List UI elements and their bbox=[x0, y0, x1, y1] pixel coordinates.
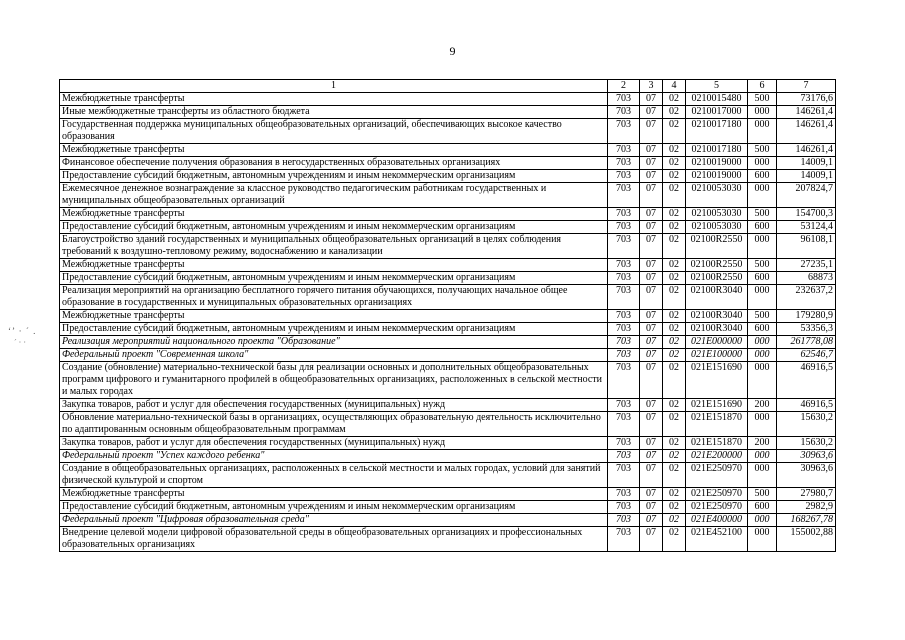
margin-scan-mark-secondary: ´ · · bbox=[14, 338, 26, 347]
cell-section: 07 bbox=[640, 514, 663, 527]
cell-ministry-code: 703 bbox=[608, 323, 640, 336]
cell-section: 07 bbox=[640, 310, 663, 323]
table-row bbox=[60, 450, 836, 463]
cell-expense-type: 000 bbox=[748, 463, 777, 488]
cell-ministry-code: 703 bbox=[608, 450, 640, 463]
page-number: 9 bbox=[449, 44, 456, 58]
cell-section: 07 bbox=[640, 208, 663, 221]
cell-section: 07 bbox=[640, 450, 663, 463]
cell-amount: 27235,1 bbox=[777, 259, 836, 272]
cell-section: 07 bbox=[640, 412, 663, 437]
cell-section: 07 bbox=[640, 234, 663, 259]
cell-expense-type: 600 bbox=[748, 272, 777, 285]
cell-expense-type: 500 bbox=[748, 259, 777, 272]
margin-scan-mark: ‘’ · ´ . bbox=[8, 326, 37, 336]
cell-amount: 96108,1 bbox=[777, 234, 836, 259]
cell-target-article: 021E100000 bbox=[686, 349, 748, 362]
cell-target-article: 021E400000 bbox=[686, 514, 748, 527]
cell-target-article: 0210017180 bbox=[686, 119, 748, 144]
cell-amount: 146261,4 bbox=[777, 119, 836, 144]
cell-section: 07 bbox=[640, 119, 663, 144]
cell-expense-type: 600 bbox=[748, 323, 777, 336]
cell-amount: 232637,2 bbox=[777, 285, 836, 310]
column-header: 3 bbox=[640, 80, 663, 93]
cell-ministry-code: 703 bbox=[608, 183, 640, 208]
cell-expense-type: 500 bbox=[748, 310, 777, 323]
cell-amount: 46916,5 bbox=[777, 362, 836, 399]
cell-subsection: 02 bbox=[663, 119, 686, 144]
cell-ministry-code: 703 bbox=[608, 272, 640, 285]
row-description: Внедрение целевой модели цифровой образовательной среды в общеобразовательных организациях и профессиональных образовательных организациях bbox=[60, 527, 608, 552]
cell-amount: 146261,4 bbox=[777, 144, 836, 157]
table-row bbox=[60, 412, 836, 437]
cell-section: 07 bbox=[640, 399, 663, 412]
cell-amount: 53356,3 bbox=[777, 323, 836, 336]
cell-amount: 207824,7 bbox=[777, 183, 836, 208]
table-row bbox=[60, 93, 836, 106]
cell-ministry-code: 703 bbox=[608, 501, 640, 514]
cell-subsection: 02 bbox=[663, 144, 686, 157]
cell-amount: 155002,88 bbox=[777, 527, 836, 552]
cell-section: 07 bbox=[640, 463, 663, 488]
cell-ministry-code: 703 bbox=[608, 208, 640, 221]
cell-ministry-code: 703 bbox=[608, 362, 640, 399]
budget-table bbox=[59, 79, 836, 552]
cell-subsection: 02 bbox=[663, 323, 686, 336]
cell-ministry-code: 703 bbox=[608, 285, 640, 310]
cell-target-article: 021E452100 bbox=[686, 527, 748, 552]
row-description: Предоставление субсидий бюджетным, автономным учреждениям и иным некоммерческим организациям bbox=[60, 170, 608, 183]
cell-subsection: 02 bbox=[663, 234, 686, 259]
cell-expense-type: 500 bbox=[748, 488, 777, 501]
table-row bbox=[60, 285, 836, 310]
cell-ministry-code: 703 bbox=[608, 412, 640, 437]
cell-ministry-code: 703 bbox=[608, 234, 640, 259]
cell-target-article: 021E151870 bbox=[686, 437, 748, 450]
cell-ministry-code: 703 bbox=[608, 259, 640, 272]
cell-expense-type: 000 bbox=[748, 450, 777, 463]
cell-section: 07 bbox=[640, 144, 663, 157]
cell-amount: 14009,1 bbox=[777, 157, 836, 170]
table-row bbox=[60, 272, 836, 285]
cell-amount: 154700,3 bbox=[777, 208, 836, 221]
table-row bbox=[60, 463, 836, 488]
cell-subsection: 02 bbox=[663, 170, 686, 183]
cell-target-article: 021E250970 bbox=[686, 501, 748, 514]
cell-subsection: 02 bbox=[663, 463, 686, 488]
table-row bbox=[60, 144, 836, 157]
cell-expense-type: 500 bbox=[748, 144, 777, 157]
cell-target-article: 021E250970 bbox=[686, 488, 748, 501]
cell-amount: 46916,5 bbox=[777, 399, 836, 412]
table-header-row bbox=[60, 80, 836, 93]
cell-ministry-code: 703 bbox=[608, 93, 640, 106]
cell-amount: 68873 bbox=[777, 272, 836, 285]
row-description: Межбюджетные трансферты bbox=[60, 144, 608, 157]
cell-subsection: 02 bbox=[663, 399, 686, 412]
cell-amount: 14009,1 bbox=[777, 170, 836, 183]
table-row bbox=[60, 349, 836, 362]
cell-section: 07 bbox=[640, 501, 663, 514]
row-description: Ежемесячное денежное вознаграждение за классное руководство педагогическим работникам государственных и муниципальных общеобразовательных организаций bbox=[60, 183, 608, 208]
cell-target-article: 02100R3040 bbox=[686, 285, 748, 310]
cell-expense-type: 000 bbox=[748, 362, 777, 399]
cell-ministry-code: 703 bbox=[608, 157, 640, 170]
cell-amount: 261778,08 bbox=[777, 336, 836, 349]
cell-section: 07 bbox=[640, 336, 663, 349]
cell-subsection: 02 bbox=[663, 501, 686, 514]
column-header: 4 bbox=[663, 80, 686, 93]
column-header: 7 bbox=[777, 80, 836, 93]
cell-ministry-code: 703 bbox=[608, 336, 640, 349]
cell-target-article: 02100R2550 bbox=[686, 234, 748, 259]
cell-ministry-code: 703 bbox=[608, 144, 640, 157]
column-header: 6 bbox=[748, 80, 777, 93]
cell-amount: 146261,4 bbox=[777, 106, 836, 119]
cell-target-article: 02100R3040 bbox=[686, 310, 748, 323]
cell-target-article: 0210017180 bbox=[686, 144, 748, 157]
cell-subsection: 02 bbox=[663, 488, 686, 501]
cell-ministry-code: 703 bbox=[608, 437, 640, 450]
cell-expense-type: 500 bbox=[748, 208, 777, 221]
row-description: Государственная поддержка муниципальных общеобразовательных организаций, обеспечивающих высокое качество образования bbox=[60, 119, 608, 144]
cell-expense-type: 600 bbox=[748, 170, 777, 183]
row-description: Межбюджетные трансферты bbox=[60, 259, 608, 272]
row-description: Предоставление субсидий бюджетным, автономным учреждениям и иным некоммерческим организациям bbox=[60, 221, 608, 234]
cell-expense-type: 000 bbox=[748, 349, 777, 362]
cell-target-article: 021E200000 bbox=[686, 450, 748, 463]
cell-section: 07 bbox=[640, 221, 663, 234]
cell-expense-type: 600 bbox=[748, 501, 777, 514]
cell-target-article: 021E250970 bbox=[686, 463, 748, 488]
row-description: Межбюджетные трансферты bbox=[60, 310, 608, 323]
cell-subsection: 02 bbox=[663, 527, 686, 552]
cell-ministry-code: 703 bbox=[608, 463, 640, 488]
row-description: Межбюджетные трансферты bbox=[60, 208, 608, 221]
cell-ministry-code: 703 bbox=[608, 170, 640, 183]
cell-target-article: 02100R3040 bbox=[686, 323, 748, 336]
cell-ministry-code: 703 bbox=[608, 349, 640, 362]
row-description: Предоставление субсидий бюджетным, автономным учреждениям и иным некоммерческим организациям bbox=[60, 323, 608, 336]
cell-ministry-code: 703 bbox=[608, 221, 640, 234]
cell-subsection: 02 bbox=[663, 349, 686, 362]
cell-section: 07 bbox=[640, 285, 663, 310]
table-row bbox=[60, 234, 836, 259]
cell-section: 07 bbox=[640, 272, 663, 285]
cell-target-article: 02100R2550 bbox=[686, 259, 748, 272]
row-description: Реализация мероприятий национального проекта "Образование" bbox=[60, 336, 608, 349]
table-row bbox=[60, 119, 836, 144]
cell-amount: 2982,9 bbox=[777, 501, 836, 514]
cell-subsection: 02 bbox=[663, 208, 686, 221]
cell-target-article: 021E151690 bbox=[686, 362, 748, 399]
cell-expense-type: 000 bbox=[748, 285, 777, 310]
cell-section: 07 bbox=[640, 349, 663, 362]
table-row bbox=[60, 183, 836, 208]
row-description: Создание в общеобразовательных организациях, расположенных в сельской местности и малых городах, условий для занятий физической культурой и спортом bbox=[60, 463, 608, 488]
cell-target-article: 0210015480 bbox=[686, 93, 748, 106]
cell-section: 07 bbox=[640, 170, 663, 183]
table-row bbox=[60, 221, 836, 234]
cell-expense-type: 000 bbox=[748, 514, 777, 527]
cell-expense-type: 000 bbox=[748, 336, 777, 349]
cell-ministry-code: 703 bbox=[608, 119, 640, 144]
cell-section: 07 bbox=[640, 157, 663, 170]
table-row bbox=[60, 310, 836, 323]
table-row bbox=[60, 170, 836, 183]
cell-section: 07 bbox=[640, 323, 663, 336]
cell-amount: 15630,2 bbox=[777, 412, 836, 437]
row-description: Межбюджетные трансферты bbox=[60, 93, 608, 106]
row-description: Обновление материально-технической базы в организациях, осуществляющих образовательную деятельность исключительно по адаптированным основным общеобразовательным программам bbox=[60, 412, 608, 437]
cell-subsection: 02 bbox=[663, 285, 686, 310]
cell-amount: 73176,6 bbox=[777, 93, 836, 106]
table-row bbox=[60, 514, 836, 527]
row-description: Федеральный проект "Успех каждого ребенка" bbox=[60, 450, 608, 463]
cell-subsection: 02 bbox=[663, 437, 686, 450]
cell-amount: 27980,7 bbox=[777, 488, 836, 501]
cell-target-article: 021E000000 bbox=[686, 336, 748, 349]
column-header: 5 bbox=[686, 80, 748, 93]
cell-amount: 30963,6 bbox=[777, 450, 836, 463]
cell-expense-type: 600 bbox=[748, 221, 777, 234]
cell-expense-type: 000 bbox=[748, 234, 777, 259]
cell-target-article: 0210053030 bbox=[686, 208, 748, 221]
cell-expense-type: 000 bbox=[748, 119, 777, 144]
cell-target-article: 0210053030 bbox=[686, 221, 748, 234]
cell-subsection: 02 bbox=[663, 450, 686, 463]
cell-target-article: 021E151690 bbox=[686, 399, 748, 412]
table-row bbox=[60, 437, 836, 450]
cell-ministry-code: 703 bbox=[608, 310, 640, 323]
row-description: Благоустройство зданий государственных и муниципальных общеобразовательных организаций в целях соблюдения требований к воздушно-тепловому режиму, водоснабжению и канализации bbox=[60, 234, 608, 259]
cell-subsection: 02 bbox=[663, 514, 686, 527]
cell-target-article: 02100R2550 bbox=[686, 272, 748, 285]
cell-section: 07 bbox=[640, 437, 663, 450]
cell-expense-type: 000 bbox=[748, 183, 777, 208]
cell-amount: 15630,2 bbox=[777, 437, 836, 450]
cell-target-article: 0210019000 bbox=[686, 170, 748, 183]
table-row bbox=[60, 336, 836, 349]
row-description: Создание (обновление) материально-технической базы для реализации основных и дополнительных общеобразовательных программ цифрового и гуманитарного профилей в общеобразовательных организациях, расположенных в сельской местности и малых городах bbox=[60, 362, 608, 399]
cell-section: 07 bbox=[640, 183, 663, 208]
row-description: Иные межбюджетные трансферты из областного бюджета bbox=[60, 106, 608, 119]
cell-target-article: 0210053030 bbox=[686, 183, 748, 208]
row-description: Закупка товаров, работ и услуг для обеспечения государственных (муниципальных) нужд bbox=[60, 399, 608, 412]
row-description: Закупка товаров, работ и услуг для обеспечения государственных (муниципальных) нужд bbox=[60, 437, 608, 450]
table-row bbox=[60, 157, 836, 170]
table-row bbox=[60, 527, 836, 552]
cell-ministry-code: 703 bbox=[608, 106, 640, 119]
cell-target-article: 0210017000 bbox=[686, 106, 748, 119]
cell-amount: 62546,7 bbox=[777, 349, 836, 362]
cell-subsection: 02 bbox=[663, 362, 686, 399]
cell-target-article: 021E151870 bbox=[686, 412, 748, 437]
cell-subsection: 02 bbox=[663, 310, 686, 323]
table-row bbox=[60, 488, 836, 501]
cell-expense-type: 500 bbox=[748, 93, 777, 106]
cell-ministry-code: 703 bbox=[608, 399, 640, 412]
row-description: Межбюджетные трансферты bbox=[60, 488, 608, 501]
cell-subsection: 02 bbox=[663, 221, 686, 234]
cell-expense-type: 200 bbox=[748, 399, 777, 412]
cell-target-article: 0210019000 bbox=[686, 157, 748, 170]
cell-section: 07 bbox=[640, 93, 663, 106]
cell-ministry-code: 703 bbox=[608, 514, 640, 527]
column-header: 1 bbox=[60, 80, 608, 93]
table-row bbox=[60, 323, 836, 336]
cell-amount: 179280,9 bbox=[777, 310, 836, 323]
row-description: Предоставление субсидий бюджетным, автономным учреждениям и иным некоммерческим организациям bbox=[60, 272, 608, 285]
cell-expense-type: 000 bbox=[748, 106, 777, 119]
cell-ministry-code: 703 bbox=[608, 527, 640, 552]
table-row bbox=[60, 208, 836, 221]
table-row bbox=[60, 501, 836, 514]
cell-amount: 30963,6 bbox=[777, 463, 836, 488]
row-description: Предоставление субсидий бюджетным, автономным учреждениям и иным некоммерческим организациям bbox=[60, 501, 608, 514]
budget-table-body bbox=[60, 80, 836, 552]
column-header: 2 bbox=[608, 80, 640, 93]
row-description: Федеральный проект "Современная школа" bbox=[60, 349, 608, 362]
table-row bbox=[60, 362, 836, 399]
cell-ministry-code: 703 bbox=[608, 488, 640, 501]
cell-section: 07 bbox=[640, 259, 663, 272]
cell-expense-type: 000 bbox=[748, 157, 777, 170]
cell-subsection: 02 bbox=[663, 272, 686, 285]
cell-subsection: 02 bbox=[663, 93, 686, 106]
cell-subsection: 02 bbox=[663, 157, 686, 170]
cell-section: 07 bbox=[640, 106, 663, 119]
cell-expense-type: 000 bbox=[748, 412, 777, 437]
cell-section: 07 bbox=[640, 527, 663, 552]
cell-subsection: 02 bbox=[663, 336, 686, 349]
row-description: Федеральный проект "Цифровая образовательная среда" bbox=[60, 514, 608, 527]
table-row bbox=[60, 399, 836, 412]
table-row bbox=[60, 259, 836, 272]
cell-amount: 168267,78 bbox=[777, 514, 836, 527]
cell-amount: 53124,4 bbox=[777, 221, 836, 234]
cell-section: 07 bbox=[640, 362, 663, 399]
cell-subsection: 02 bbox=[663, 106, 686, 119]
row-description: Финансовое обеспечение получения образования в негосударственных образовательных организациях bbox=[60, 157, 608, 170]
table-row bbox=[60, 106, 836, 119]
cell-expense-type: 200 bbox=[748, 437, 777, 450]
cell-subsection: 02 bbox=[663, 259, 686, 272]
cell-expense-type: 000 bbox=[748, 527, 777, 552]
cell-section: 07 bbox=[640, 488, 663, 501]
cell-subsection: 02 bbox=[663, 412, 686, 437]
cell-subsection: 02 bbox=[663, 183, 686, 208]
row-description: Реализация мероприятий на организацию бесплатного горячего питания обучающихся, получающих начальное общее образование в государственных и муниципальных образовательных организациях bbox=[60, 285, 608, 310]
